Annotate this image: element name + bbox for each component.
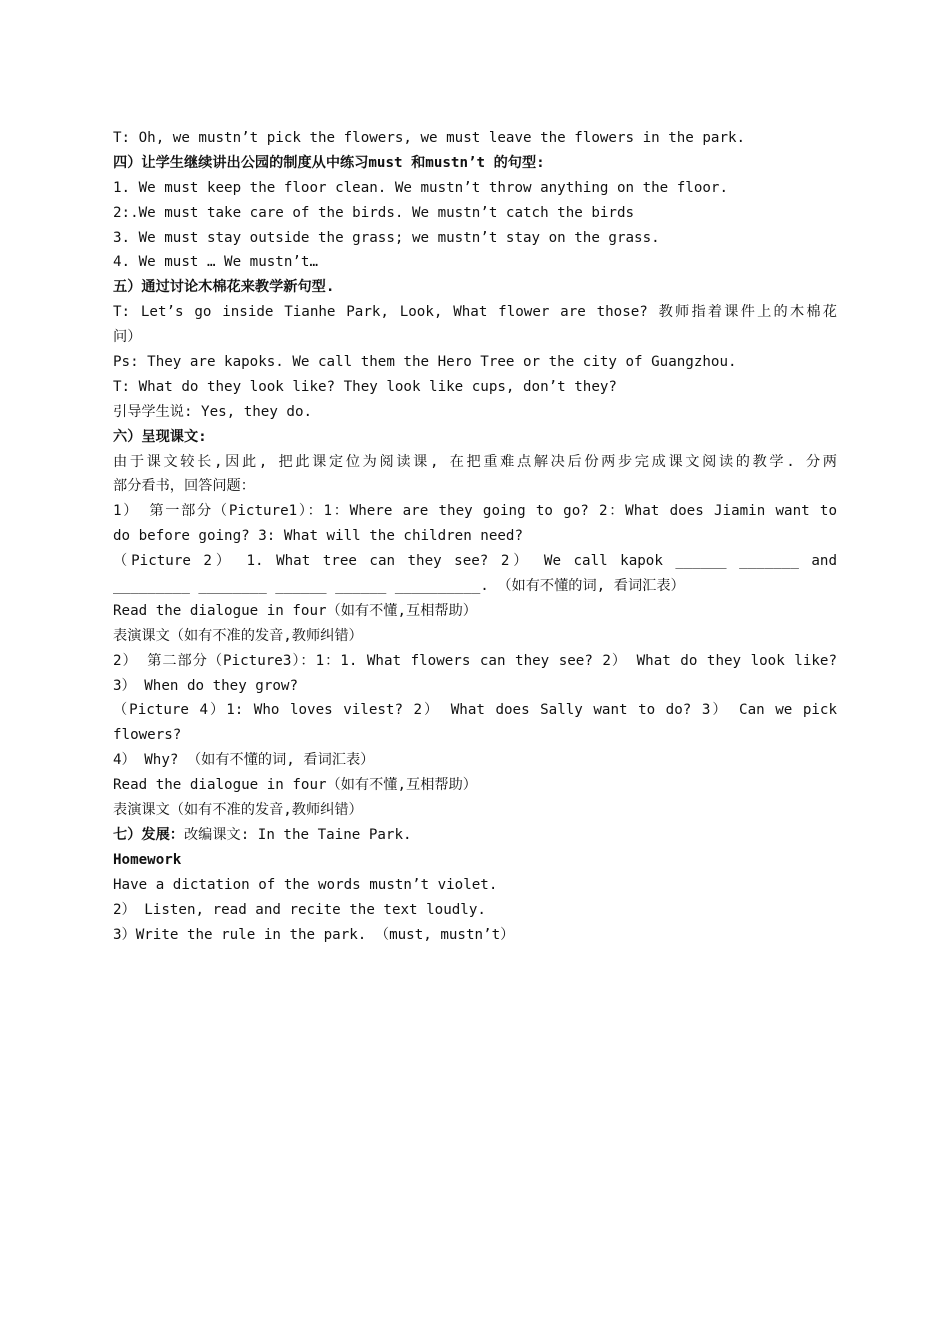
text-line: 1） 第一部分（Picture1）：1：Where are they going to go? 2：What does Jiamin want to xyxy=(113,503,837,520)
text-line: T: What do they look like? They look like cups, don’t they? xyxy=(113,378,617,395)
text-line: 2） 第二部分（Picture3）：1：1. What flowers can they see? 2） What do they look like? xyxy=(113,652,837,669)
text-line: 部分看书，回答问题： xyxy=(113,478,255,495)
text-line: 表演课文（如有不准的发音,教师纠错） xyxy=(113,802,363,819)
text-line: （Picture 4）1: Who loves vilest? 2） What does Sally want to do? 3） Can we pick xyxy=(113,702,837,719)
text-line: _________ ________ ______ ______ __________. （如有不懂的词, 看词汇表） xyxy=(113,578,685,595)
text-line: 3）Write the rule in the park. （must, mustn’t） xyxy=(113,926,515,943)
text-line: 2:.We must take care of the birds. We mustn’t catch the birds xyxy=(113,204,635,221)
heading-rest-part: 改编课文: In the Taine Park. xyxy=(183,826,412,843)
text-line: 由于课文较长,因此, 把此课定位为阅读课, 在把重难点解决后份两步完成课文阅读的教学. 分两 xyxy=(113,453,837,470)
text-line: 表演课文（如有不准的发音,教师纠错） xyxy=(113,627,363,644)
text-line: 3. We must stay outside the grass; we mustn’t stay on the grass. xyxy=(113,229,660,246)
text-line: Have a dictation of the words mustn’t violet. xyxy=(113,876,498,893)
text-line: 3） When do they grow? xyxy=(113,677,299,694)
section-heading: Homework xyxy=(113,851,182,868)
text-line: 引导学生说: Yes, they do. xyxy=(113,403,313,420)
text-line: 2） Listen, read and recite the text loudly. xyxy=(113,901,486,918)
text-line: T: Oh, we mustn’t pick the flowers, we must leave the flowers in the park. xyxy=(113,130,746,146)
text-line: Ps: They are kapoks. We call them the Hero Tree or the city of Guangzhou. xyxy=(113,354,737,371)
text-line: do before going? 3: What will the children need? xyxy=(113,528,523,545)
text-line: （Picture 2） 1. What tree can they see? 2） We call kapok ______ _______ and xyxy=(113,553,837,570)
text-line: flowers? xyxy=(113,727,182,744)
text-line: T: Let’s go inside Tianhe Park, Look, What flower are those? 教师指着课件上的木棉花 xyxy=(113,304,837,321)
section-heading: 四）让学生继续讲出公园的制度从中练习must 和mustn’t 的句型: xyxy=(113,154,545,171)
section-heading: 五）通过讨论木棉花来教学新句型. xyxy=(113,279,335,296)
text-line: 4. We must … We mustn’t… xyxy=(113,254,318,271)
text-line: 问） xyxy=(113,329,142,346)
text-line: Read the dialogue in four（如有不懂,互相帮助） xyxy=(113,777,477,794)
heading-bold-part: 七）发展： xyxy=(113,826,184,843)
section-heading xyxy=(113,823,837,848)
document-body xyxy=(113,126,837,947)
text-line: Read the dialogue in four（如有不懂,互相帮助） xyxy=(113,602,477,619)
text-line: 1. We must keep the floor clean. We mustn’t throw anything on the floor. xyxy=(113,179,728,196)
section-heading: 六）呈现课文: xyxy=(113,428,207,445)
text-line: 4） Why? （如有不懂的词, 看词汇表） xyxy=(113,752,375,769)
